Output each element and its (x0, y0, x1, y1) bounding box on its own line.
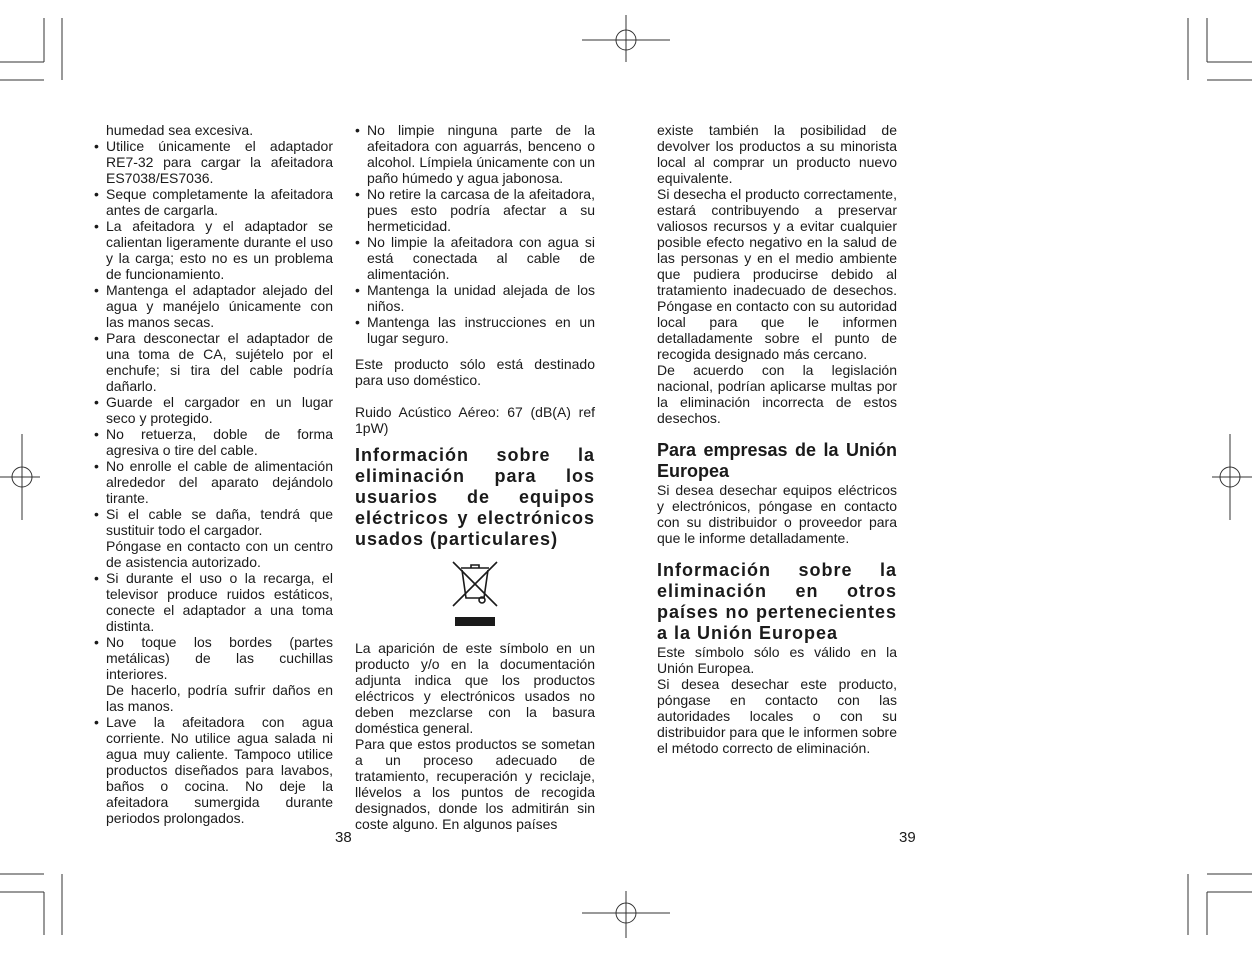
list-item: • Guarde el cargador en un lugar seco y protegido. (94, 394, 333, 426)
bullet-icon: • (94, 394, 99, 410)
bullet-icon: • (355, 282, 360, 298)
safety-list (94, 138, 333, 826)
list-item: • No retuerza, doble de forma agresiva o tire del cable. (94, 426, 333, 458)
non-eu-paragraph-2: Si desea desechar este producto, póngase en contacto con las autoridades locales o con su distribuidor para que le informen sobre el método correcto de eliminación. (657, 676, 897, 756)
weee-paragraph-1: La aparición de este símbolo en un producto y/o en la documentación adjunta indica que los productos eléctricos y electrónicos usados no deben mezclarse con la basura doméstica general. (355, 640, 595, 736)
list-item: • Seque completamente la afeitadora antes de cargarla. (94, 186, 333, 218)
list-item-note: De hacerlo, podría sufrir daños en las manos. (106, 682, 333, 714)
domestic-use-note: Este producto sólo está destinado para uso doméstico. (355, 356, 595, 388)
business-eu-paragraph: Si desea desechar equipos eléctricos y electrónicos, póngase en contacto con su distribuidor o proveedor para que le informe detalladamente. (657, 482, 897, 546)
list-item: • No enrolle el cable de alimentación alrededor del aparato dejándolo tirante. (94, 458, 333, 506)
bullet-icon: • (94, 570, 99, 586)
bullet-icon: • (94, 186, 99, 202)
bullet-icon: • (94, 138, 99, 154)
list-item: • Si el cable se daña, tendrá que sustituir todo el cargador. Póngase en contacto con un centro de asistencia autorizado. (94, 506, 333, 570)
weee-paragraph-5: De acuerdo con la legislación nacional, podrían aplicarse multas por la eliminación incorrecta de estos desechos. (657, 362, 897, 426)
page-number-right: 39 (899, 829, 916, 846)
intro-continuation: humedad sea excesiva. (106, 122, 254, 138)
list-item: • Mantenga el adaptador alejado del agua y manéjelo únicamente con las manos secas. (94, 282, 333, 330)
bullet-icon: • (94, 458, 99, 474)
column-middle (355, 122, 595, 832)
bullet-icon: • (355, 234, 360, 250)
weee-heading: Información sobre la eliminación para los usuarios de equipos eléctricos y electrónicos usados (particulares) (355, 445, 595, 549)
list-item: • No toque los bordes (partes metálicas) de las cuchillas interiores. De hacerlo, podría sufrir daños en las manos. (94, 634, 333, 714)
list-item: • La afeitadora y el adaptador se calientan ligeramente durante el uso y la carga; esto no es un problema de funcionamiento. (94, 218, 333, 282)
column-right (657, 122, 897, 756)
bullet-icon: • (94, 330, 99, 346)
list-item: • No retire la carcasa de la afeitadora, pues esto podría afectar a su hermeticidad. (355, 186, 595, 234)
bullet-icon: • (355, 314, 360, 330)
weee-paragraph-4: Si desecha el producto correctamente, estará contribuyendo a preservar valiosos recursos y a evitar cualquier posible efecto negativo en la salud de las personas y en el medio ambiente que pudiera producirse debido al tratamiento inadecuado de desechos. Póngase en contacto con su autoridad local para que le informen detalladamente sobre el punto de recogida designado más cercano. (657, 186, 897, 362)
cleaning-list (355, 122, 595, 346)
weee-paragraph-2: Para que estos productos se sometan a un proceso adecuado de tratamiento, recuperación y reciclaje, llévelos a los puntos de recogida designados, donde los admitirán sin coste alguno. En algunos países (355, 736, 595, 832)
business-eu-heading: Para empresas de la Unión Europea (657, 440, 897, 481)
list-item: • Lave la afeitadora con agua corriente. No utilice agua salada ni agua muy caliente. Tampoco utilice productos diseñados para lavabos, baños o cocina. No deje la afeitadora sumergida durante periodos prolongados. (94, 714, 333, 826)
list-item: • Mantenga las instrucciones en un lugar seguro. (355, 314, 595, 346)
noise-spec: Ruido Acústico Aéreo: 67 (dB(A) ref 1pW) (355, 404, 595, 436)
bullet-icon: • (94, 218, 99, 234)
non-eu-heading: Información sobre la eliminación en otros países no pertenecientes a la Unión Europea (657, 560, 897, 643)
list-item: • Utilice únicamente el adaptador RE7-32 para cargar la afeitadora ES7038/ES7036. (94, 138, 333, 186)
non-eu-paragraph-1: Este símbolo sólo es válido en la Unión Europea. (657, 644, 897, 676)
list-item: • Para desconectar el adaptador de una toma de CA, sujételo por el enchufe; si tira del cable podría dañarlo. (94, 330, 333, 394)
list-item: • No limpie ninguna parte de la afeitadora con aguarrás, benceno o alcohol. Límpiela únicamente con un paño húmedo y agua jabonosa. (355, 122, 595, 186)
page-number-left: 38 (335, 829, 352, 846)
bullet-icon: • (94, 714, 99, 730)
bullet-icon: • (94, 282, 99, 298)
list-item: • Mantenga la unidad alejada de los niños. (355, 282, 595, 314)
bullet-icon: • (94, 506, 99, 522)
list-item-note: Póngase en contacto con un centro de asistencia autorizado. (106, 538, 333, 570)
list-item: • No limpie la afeitadora con agua si está conectada al cable de alimentación. (355, 234, 595, 282)
bullet-icon: • (94, 634, 99, 650)
crossed-out-wheeled-bin-icon (449, 558, 501, 630)
column-left (94, 122, 333, 826)
weee-paragraph-3: existe también la posibilidad de devolver los productos a su minorista local al comprar un producto nuevo equivalente. (657, 122, 897, 186)
list-item: • Si durante el uso o la recarga, el televisor produce ruidos estáticos, conecte el adaptador a una toma distinta. (94, 570, 333, 634)
bullet-icon: • (355, 122, 360, 138)
bullet-icon: • (94, 426, 99, 442)
bullet-icon: • (355, 186, 360, 202)
